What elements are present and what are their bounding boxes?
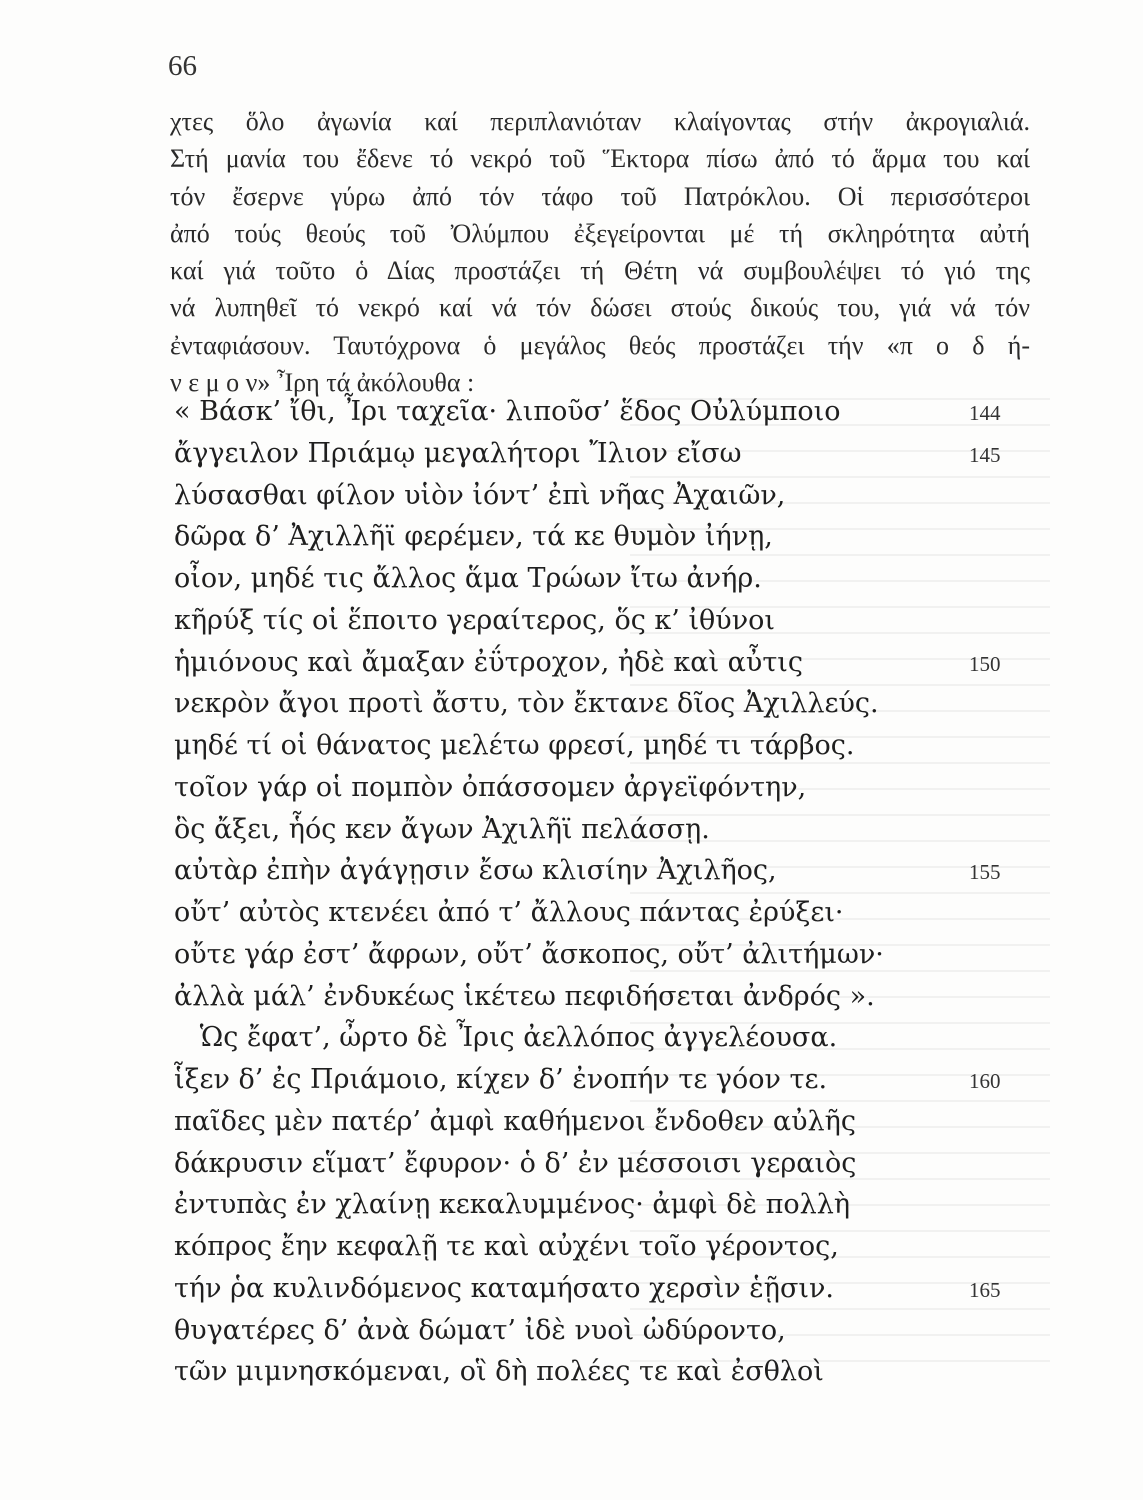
verse-text: δῶρα δ’ Ἀχιλλῆϊ φερέμεν, τά κε θυμὸν ἰήνῃ, xyxy=(174,521,773,553)
verse-line xyxy=(174,1268,1004,1310)
line-number: 145 xyxy=(969,442,1001,467)
verse-text: ὃς ἄξει, ἧός κεν ἄγων Ἀχιλῆϊ πελάσσῃ. xyxy=(174,813,710,845)
verse-line xyxy=(174,976,1004,1018)
verse-line xyxy=(174,725,1004,767)
verse-line xyxy=(174,1310,1004,1352)
verse-text: κόπρος ἔην κεφαλῇ τε καὶ αὐχένι τοῖο γέροντος, xyxy=(174,1231,839,1262)
line-number: 150 xyxy=(969,651,1001,676)
prose-line: νά λυπηθεῖ τό νεκρό καί νά τόν δώσει στούς δικούς του, γιά νά τόν xyxy=(170,293,1030,323)
verse-text: λύσασθαι φίλον υἱὸν ἰόντ’ ἐπὶ νῆας Ἀχαιῶν, xyxy=(174,479,786,511)
verse-line xyxy=(174,433,1004,475)
line-number: 165 xyxy=(969,1277,1001,1302)
verse-text: θυγατέρες δ’ ἀνὰ δώματ’ ἰδὲ νυοὶ ὠδύροντο, xyxy=(174,1314,786,1346)
verse-line xyxy=(174,892,1004,934)
page-number: 66 xyxy=(168,50,197,82)
verse-text: οὔτε γάρ ἐστ’ ἄφρων, οὔτ’ ἄσκοπος, οὔτ’ ἀλιτήμων· xyxy=(174,938,884,970)
verse-text: νεκρὸν ἄγοι προτὶ ἄστυ, τὸν ἔκτανε δῖος Ἀχιλλεύς. xyxy=(174,688,879,720)
verse-line xyxy=(174,600,1004,642)
prose-line: ν ε μ ο ν» Ἶρη τά ἀκόλουθα : xyxy=(170,368,475,398)
verse-line xyxy=(174,1226,1004,1268)
verse-text: παῖδες μὲν πατέρ’ ἀμφὶ καθήμενοι ἔνδοθεν αὐλῆς xyxy=(174,1105,856,1137)
verse-text: τοῖον γάρ οἱ πομπὸν ὀπάσσομεν ἀργεϊφόντην, xyxy=(174,771,807,803)
verse-line xyxy=(174,1351,1004,1393)
verse-text: Ὡς ἔφατ’, ὦρτο δὲ Ἶρις ἀελλόπος ἀγγελέουσα. xyxy=(174,1022,838,1054)
verse-text: ἷξεν δ’ ἐς Πριάμοιο, κίχεν δ’ ἐνοπήν τε γόον τε. xyxy=(174,1064,828,1095)
verse-text: δάκρυσιν εἵματ’ ἔφυρον· ὁ δ’ ἐν μέσσοισι γεραιὸς xyxy=(174,1147,857,1179)
prose-line: καί γιά τοῦτο ὁ Δίας προστάζει τή Θέτη νά συμβουλέψει τό γιό της xyxy=(170,256,1030,286)
verse-text: ἡμιόνους καὶ ἄμαξαν ἐΰτροχον, ἠδὲ καὶ αὖτις xyxy=(174,646,803,678)
verse-text: ἀλλὰ μάλ’ ἐνδυκέως ἱκέτεω πεφιδήσεται ἀνδρός ». xyxy=(174,980,875,1012)
verse-text: ἐντυπὰς ἐν χλαίνῃ κεκαλυμμένος· ἀμφὶ δὲ πολλὴ xyxy=(174,1189,851,1221)
verse-line xyxy=(174,1143,1004,1185)
verse-line xyxy=(174,516,1004,558)
line-number: 144 xyxy=(969,401,1001,425)
verse-line xyxy=(174,683,1004,725)
verse-line xyxy=(174,642,1004,684)
verse-line xyxy=(174,1101,1004,1143)
prose-line: τόν ἔσερνε γύρω ἀπό τόν τάφο τοῦ Πατρόκλου. Οἱ περισσότεροι xyxy=(170,181,1030,211)
line-number: 160 xyxy=(969,1069,1001,1093)
prose-line: Στή μανία του ἔδενε τό νεκρό τοῦ Ἕκτορα πίσω ἀπό τό ἅρμα του καί xyxy=(170,144,1030,174)
verse-text: « Βάσκ’ ἴθι, Ἶρι ταχεῖα· λιποῦσ’ ἕδος Οὐλύμποιο xyxy=(174,396,841,427)
prose-paragraph xyxy=(170,103,1030,401)
prose-line: ἀπό τούς θεούς τοῦ Ὀλύμπου ἐξεγείρονται μέ τή σκληρότητα αὐτή xyxy=(170,218,1030,248)
verse-text: οὔτ’ αὐτὸς κτενέει ἀπό τ’ ἄλλους πάντας ἐρύξει· xyxy=(174,897,844,928)
verse-line xyxy=(174,391,1004,433)
verse-line xyxy=(174,558,1004,600)
prose-line: χτες ὅλο ἀγωνία καί περιπλανιόταν κλαίγοντας στήν ἀκρογιαλιά. xyxy=(170,107,1030,136)
prose-line: ἐνταφιάσουν. Ταυτόχρονα ὁ μεγάλος θεός προστάζει τήν «π ο δ ή- xyxy=(170,330,1030,360)
verse-text: αὐτὰρ ἐπὴν ἀγάγῃσιν ἔσω κλισίην Ἀχιλῆος, xyxy=(174,855,777,887)
verse-text: κῆρύξ τίς οἱ ἕποιτο γεραίτερος, ὅς κ’ ἰθύνοι xyxy=(174,604,775,636)
verse-text: οἶον, μηδέ τις ἄλλος ἅμα Τρώων ἴτω ἀνήρ. xyxy=(174,563,762,594)
verse-text: τῶν μιμνησκόμεναι, οἳ δὴ πολέες τε καὶ ἐσθλοὶ xyxy=(174,1356,824,1388)
verse-line xyxy=(174,850,1004,892)
verse-text: τήν ῥα κυλινδόμενος καταμήσατο χερσὶν ἑῇσιν. xyxy=(174,1272,834,1304)
verse-line xyxy=(174,1184,1004,1226)
verse-text: μηδέ τί οἱ θάνατος μελέτω φρεσί, μηδέ τι τάρβος. xyxy=(174,730,855,761)
verse-line xyxy=(174,934,1004,976)
verse-line xyxy=(174,809,1004,851)
verse-line xyxy=(174,1059,1004,1101)
verse-line xyxy=(174,475,1004,517)
verse-line xyxy=(174,767,1004,809)
verse-block xyxy=(174,391,1004,1393)
line-number: 155 xyxy=(969,860,1001,885)
verse-text: ἄγγειλον Πριάμῳ μεγαλήτορι Ἴλιον εἴσω xyxy=(174,437,742,469)
verse-line xyxy=(174,1017,1004,1059)
